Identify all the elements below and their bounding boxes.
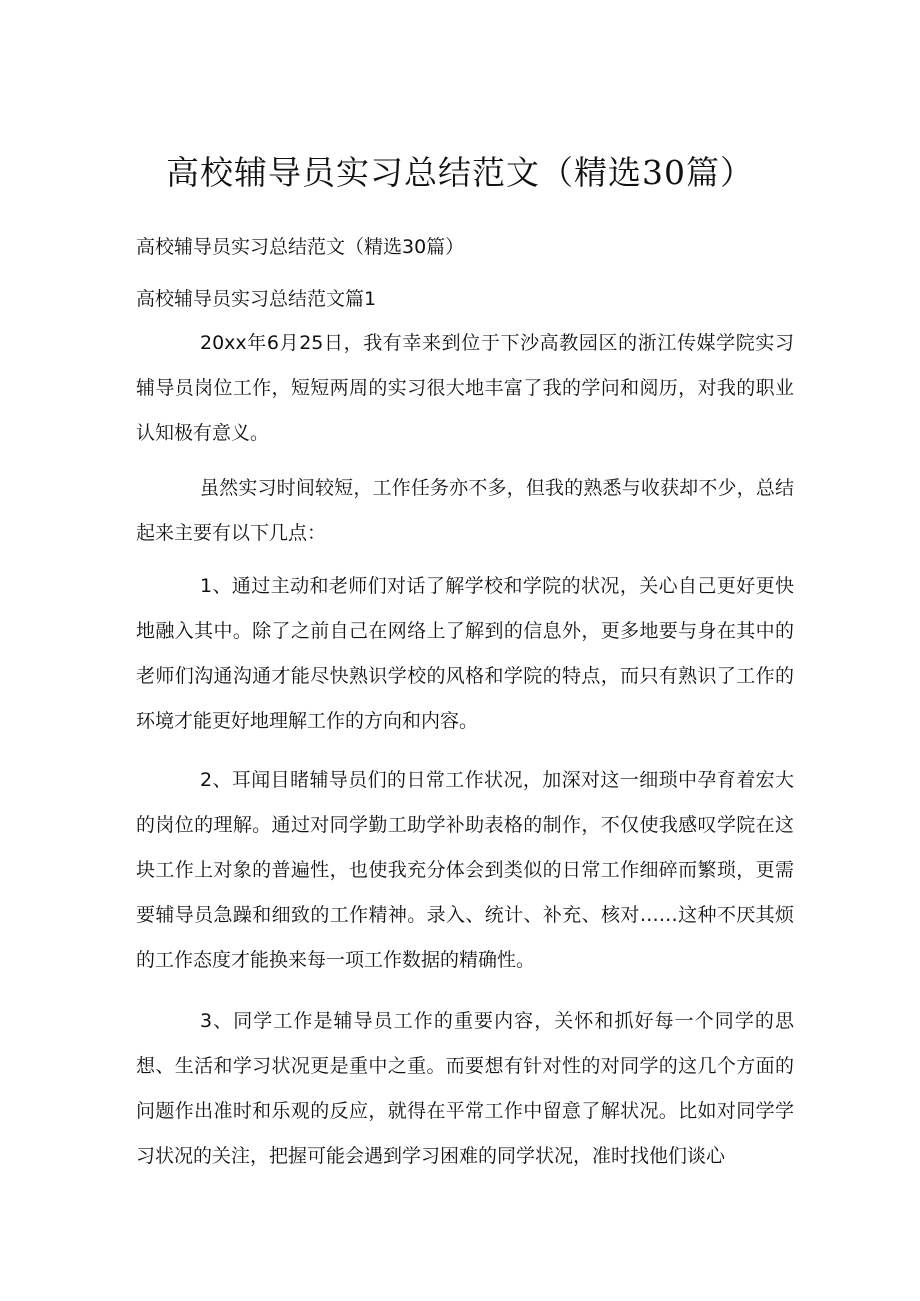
section-heading: 高校辅导员实习总结范文篇1: [136, 288, 377, 310]
paragraph-3: 1、通过主动和老师们对话了解学校和学院的状况，关心自己更好更快地融入其中。除了之前自己在网络上了解到的信息外，更多地要与身在其中的老师们沟通沟通才能尽快熟识学校的风格和学院的特点，而只有熟识了工作的环境才能更好地理解工作的方向和内容。: [136, 575, 794, 732]
paragraph-1: 20xx年6月25日，我有幸来到位于下沙高教园区的浙江传媒学院实习辅导员岗位工作，短短两周的实习很大地丰富了我的学问和阅历，对我的职业认知极有意义。: [136, 332, 794, 444]
paragraph-5: 3、同学工作是辅导员工作的重要内容，关怀和抓好每一个同学的思想、生活和学习状况更是重中之重。而要想有针对性的对同学的这几个方面的问题作出准时和乐观的反应，就得在平常工作中留意了解状况。比如对同学学习状况的关注，把握可能会遇到学习困难的同学状况，准时找他们谈心: [136, 1010, 794, 1167]
document-title: 高校辅导员实习总结范文（精选30篇）: [166, 153, 754, 192]
paragraph-2: 虽然实习时间较短，工作任务亦不多，但我的熟悉与收获却不少，总结起来主要有以下几点：: [136, 477, 794, 544]
document-subtitle: 高校辅导员实习总结范文（精选30篇）: [136, 236, 465, 258]
paragraph-4: 2、耳闻目睹辅导员们的日常工作状况，加深对这一细琐中孕育着宏大的岗位的理解。通过对同学勤工助学补助表格的制作，不仅使我感叹学院在这块工作上对象的普遍性，也使我充分体会到类似的日常工作细碎而繁琐，更需要辅导员急躁和细致的工作精神。录入、统计、补充、核对……这种不厌其烦的工作态度才能换来每一项工作数据的精确性。: [136, 769, 794, 971]
